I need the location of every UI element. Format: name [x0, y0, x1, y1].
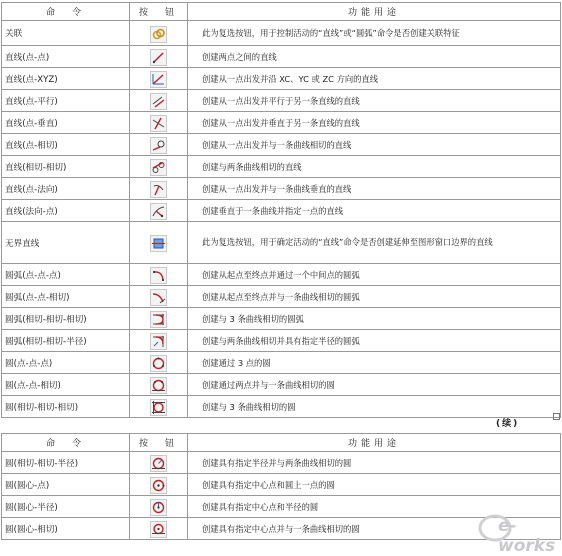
command-description: 创建具有指定中心点和半径的圆	[188, 496, 561, 518]
line-point-normal-icon[interactable]	[150, 181, 167, 198]
line-point-tangent-icon[interactable]	[150, 137, 167, 154]
table-row	[2, 352, 561, 374]
table-row	[2, 134, 561, 156]
associative-icon[interactable]	[150, 26, 167, 43]
table-header-row	[2, 434, 561, 452]
command-name: 圆(点-点-点)	[2, 352, 130, 374]
command-description: 创建从一点出发并垂直于另一条直线的直线	[188, 112, 561, 134]
circle-center-radius-icon[interactable]	[150, 499, 167, 516]
command-name: 关联	[2, 21, 130, 46]
table-row	[2, 112, 561, 134]
command-name: 圆(点-点-相切)	[2, 374, 130, 396]
circle-point-point-tangent-icon[interactable]	[150, 377, 167, 394]
command-name: 直线(点-点)	[2, 46, 130, 68]
arc-tangent-tangent-tangent-icon[interactable]	[150, 311, 167, 328]
command-description: 创建具有指定中心点和圆上一点的圆	[188, 474, 561, 496]
line-point-point-icon[interactable]	[150, 49, 167, 66]
command-name: 圆(相切-相切-半径)	[2, 452, 130, 474]
command-description: 创建与 3 条曲线相切的圆弧	[188, 308, 561, 330]
command-description: 创建从一点出发并沿 XC、YC 或 ZC 方向的直线	[188, 68, 561, 90]
unbounded-line-icon[interactable]	[150, 235, 167, 252]
table-row	[2, 156, 561, 178]
command-name: 圆(相切-相切-相切)	[2, 396, 130, 418]
command-description: 此为复选按钮，用于控制活动的“直线”或“圆弧”命令是否创建关联特征	[188, 21, 561, 46]
table-row	[2, 21, 561, 46]
circle-center-point-icon[interactable]	[150, 477, 167, 494]
command-name: 圆(圆心-相切)	[2, 518, 130, 540]
circle-tangent-tangent-tangent-icon[interactable]	[150, 399, 167, 416]
command-description: 创建与两条曲线相切并具有指定半径的圆弧	[188, 330, 561, 352]
command-name: 直线(点-平行)	[2, 90, 130, 112]
table-row	[2, 46, 561, 68]
circle-tangent-tangent-radius-icon[interactable]	[150, 455, 167, 472]
arc-point-point-point-icon[interactable]	[150, 267, 167, 284]
command-description: 创建与两条曲线相切的直线	[188, 156, 561, 178]
command-name: 圆(圆心-半径)	[2, 496, 130, 518]
command-table	[1, 2, 561, 418]
line-point-xyz-icon[interactable]	[150, 71, 167, 88]
table-row	[2, 452, 561, 474]
table-row	[2, 264, 561, 286]
watermark-logo	[475, 510, 560, 556]
line-point-perpendicular-icon[interactable]	[150, 115, 167, 132]
column-header-command: 命 令	[2, 3, 130, 21]
column-header-command: 命 令	[2, 434, 130, 452]
circle-center-tangent-icon[interactable]	[150, 521, 167, 538]
column-header-function: 功能用途	[188, 3, 561, 21]
line-tangent-tangent-icon[interactable]	[150, 159, 167, 176]
command-name: 直线(点-法向)	[2, 178, 130, 200]
table-row	[2, 474, 561, 496]
command-description: 创建与 3 条曲线相切的圆	[188, 396, 561, 418]
command-name: 直线(点-相切)	[2, 134, 130, 156]
command-name: 直线(点-XYZ)	[2, 68, 130, 90]
table-row	[2, 374, 561, 396]
command-description: 创建从一点出发并与一条曲线垂直的直线	[188, 178, 561, 200]
continued-marker	[553, 413, 560, 420]
command-name: 直线(相切-相切)	[2, 156, 130, 178]
command-name: 圆(圆心-点)	[2, 474, 130, 496]
table-row	[2, 222, 561, 264]
command-description: 创建从一点出发并平行于另一条直线的直线	[188, 90, 561, 112]
table-row	[2, 308, 561, 330]
command-description: 创建从起点至终点并通过一个中间点的圆弧	[188, 264, 561, 286]
command-name: 直线(点-垂直)	[2, 112, 130, 134]
circle-point-point-point-icon[interactable]	[150, 355, 167, 372]
arc-point-point-tangent-icon[interactable]	[150, 289, 167, 306]
watermark-text: e-works	[498, 516, 556, 556]
table-row	[2, 200, 561, 222]
table-row	[2, 68, 561, 90]
column-header-function: 功能用途	[188, 434, 561, 452]
command-name: 无界直线	[2, 222, 130, 264]
command-description: 创建通过两点并与一条曲线相切的圆	[188, 374, 561, 396]
column-header-button: 按 钮	[130, 3, 188, 21]
column-header-button: 按 钮	[130, 434, 188, 452]
command-description: 此为复选按钮，用于确定活动的“直线”命令是否创建延伸至图形窗口边界的直线	[188, 222, 561, 264]
command-name: 圆弧(相切-相切-相切)	[2, 308, 130, 330]
continued-label: (续)	[496, 419, 520, 429]
command-name: 圆弧(点-点-相切)	[2, 286, 130, 308]
command-description: 创建从起点至终点并与一条曲线相切的圆弧	[188, 286, 561, 308]
table-row	[2, 286, 561, 308]
command-name: 圆弧(相切-相切-半径)	[2, 330, 130, 352]
command-description: 创建垂直于一条曲线并指定一点的直线	[188, 200, 561, 222]
arc-tangent-tangent-radius-icon[interactable]	[150, 333, 167, 350]
command-description: 创建两点之间的直线	[188, 46, 561, 68]
table-header-row	[2, 3, 561, 21]
line-normal-point-icon[interactable]	[150, 203, 167, 220]
command-name: 圆弧(点-点-点)	[2, 264, 130, 286]
command-name: 直线(法向-点)	[2, 200, 130, 222]
command-description: 创建具有指定中心点并与一条曲线相切的圆	[188, 518, 561, 540]
command-description: 创建从一点出发并与一条曲线相切的直线	[188, 134, 561, 156]
command-description: 创建通过 3 点的圆	[188, 352, 561, 374]
command-description: 创建具有指定半径并与两条曲线相切的圆	[188, 452, 561, 474]
line-point-parallel-icon[interactable]	[150, 93, 167, 110]
table-row	[2, 90, 561, 112]
table-row	[2, 178, 561, 200]
table-row	[2, 396, 561, 418]
table-row	[2, 330, 561, 352]
